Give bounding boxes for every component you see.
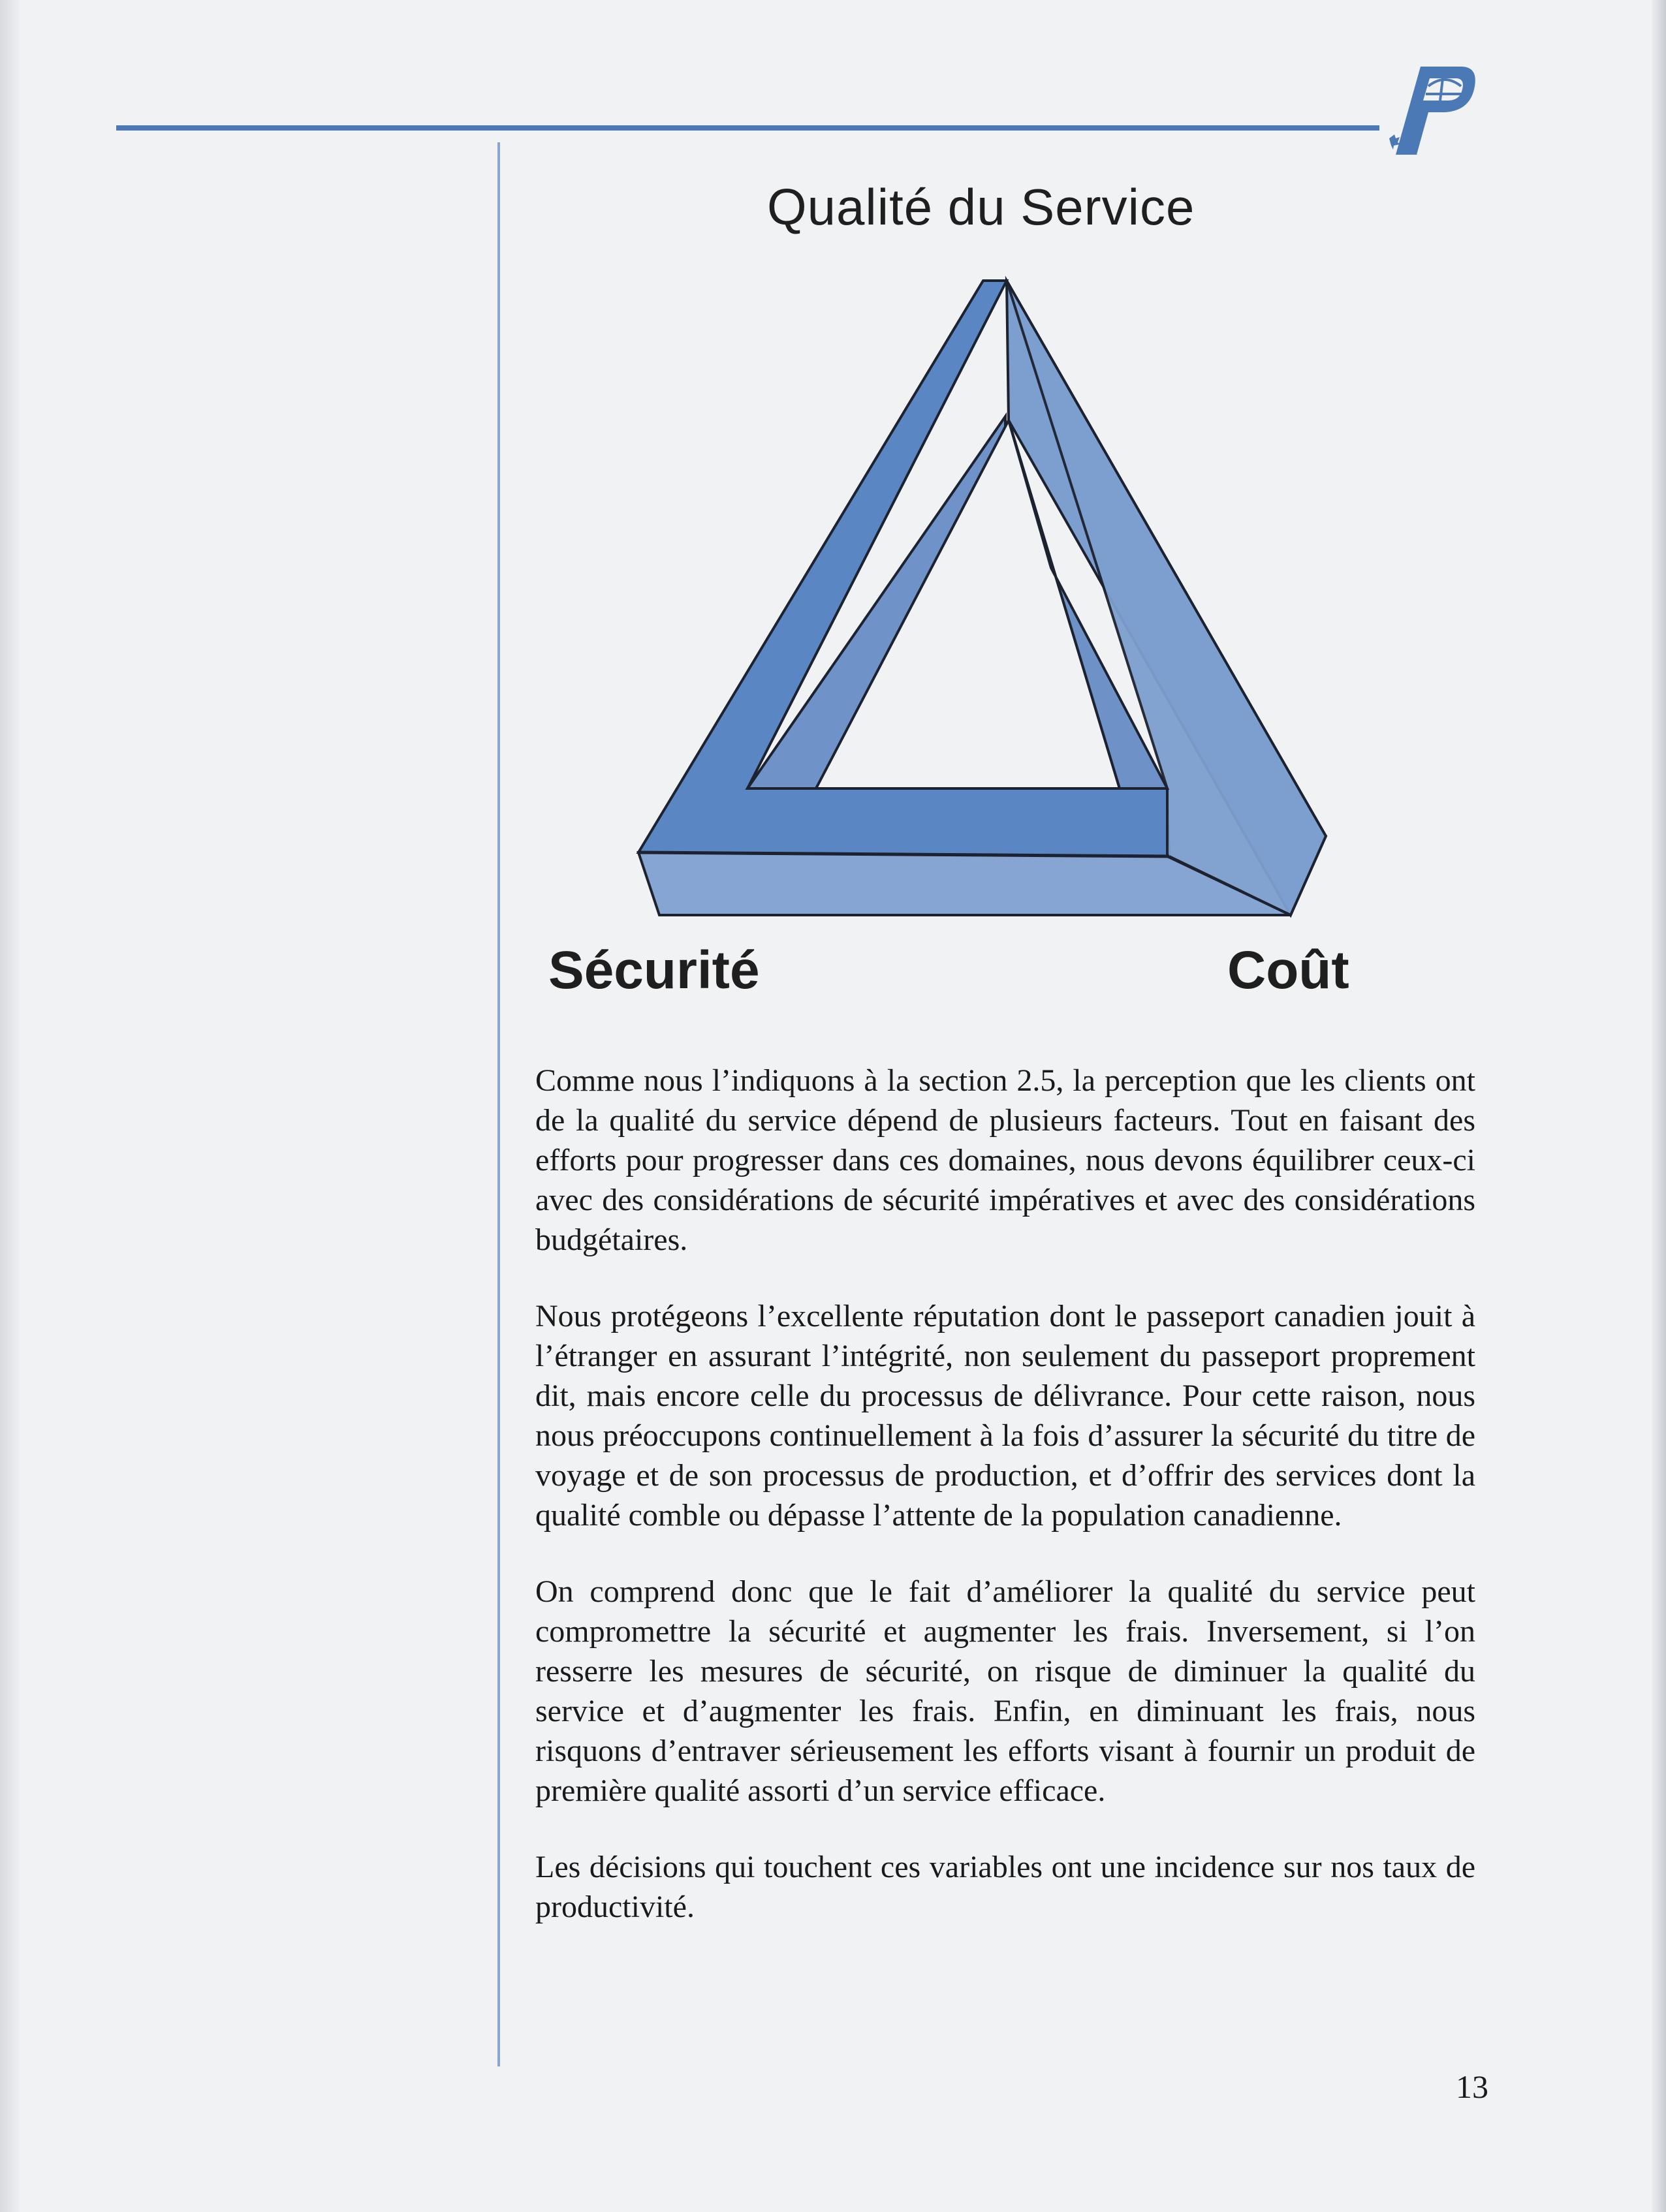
header-rule — [116, 125, 1379, 131]
paragraph: Les décisions qui touchent ces variables ont une incidence sur nos taux de productivité. — [535, 1850, 1475, 1924]
paragraph: Nous protégeons l’excellente réputation dont le passeport canadien jouit à l’étranger en assurant l’intégrité, non seulement du passeport proprement dit, mais encore celle du processus de délivrance. Pour cette raison, nous nous préoccupons continuellement à la fois d’assurer la sécurité du titre de voyage et de son processus de production, et d’offrir des services dont la qualité comble ou dépasse l’attente de la population canadienne. — [535, 1299, 1475, 1533]
page-number: 13 — [1456, 2068, 1488, 2105]
page-right-edge — [1652, 0, 1666, 2212]
paragraph: On comprend donc que le fait d’améliorer la qualité du service peut compromettre la sécurité et augmenter les frais. Inversement, si l’on resserre les mesures de sécurité, on risque de diminuer la qualité du service et d’augmenter les frais. Enfin, en diminuant les frais, nous risquons d’entraver sérieusement les efforts visant à fournir un produit de première qualité assorti d’un service efficace. — [535, 1574, 1475, 1808]
diagram-label-security: Sécurité — [548, 941, 760, 1000]
page-left-edge — [0, 0, 20, 2212]
diagram-label-quality: Qualité du Service — [767, 178, 1195, 236]
impossible-triangle-diagram — [509, 163, 1391, 1012]
diagram-label-cost: Coût — [1227, 941, 1349, 1000]
passport-office-logo-icon — [1383, 60, 1481, 158]
paragraph: Comme nous l’indiquons à la section 2.5, la perception que les clients ont de la qualité du service dépend de plusieurs facteurs. Tout en faisant des efforts pour progresser dans ces domaines, nous devons équilibrer ceux-ci avec des considérations de sécurité impératives et avec des considérations budgétaires. — [535, 1063, 1475, 1257]
body-text — [535, 1061, 1475, 1963]
column-rule — [497, 142, 500, 2066]
